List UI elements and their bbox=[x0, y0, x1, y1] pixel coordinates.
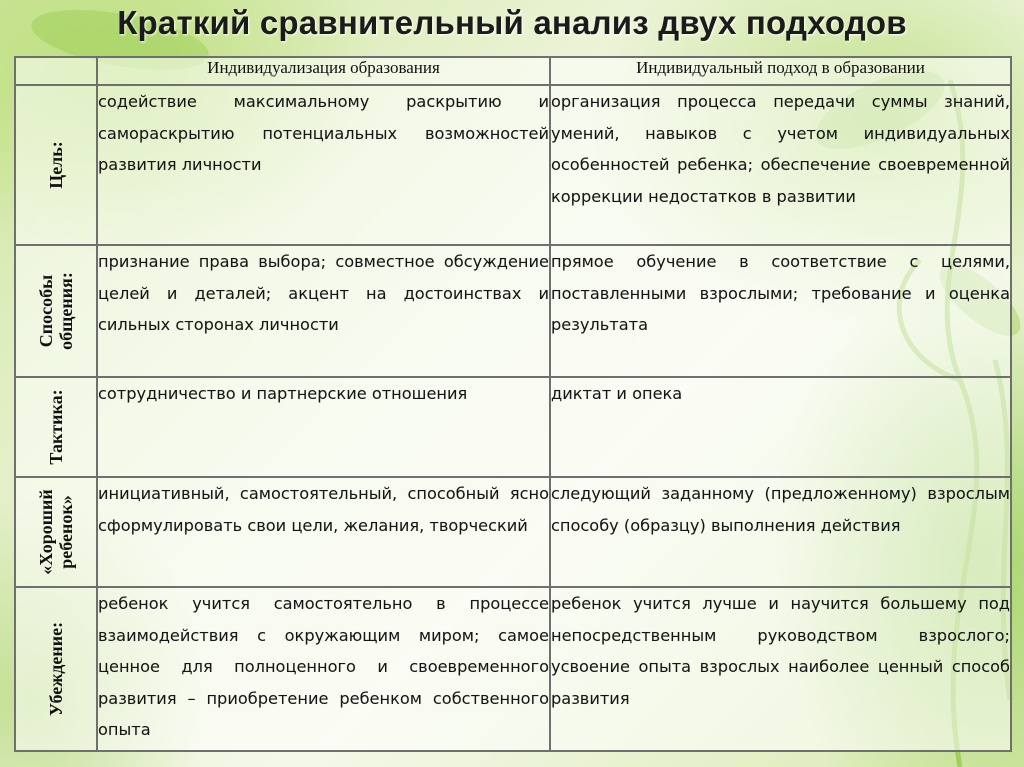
row-label-text: Способы bbox=[36, 274, 56, 348]
table-row bbox=[15, 245, 1011, 377]
row-label-text: общения: bbox=[56, 272, 76, 350]
header-corner bbox=[15, 57, 97, 85]
header-col-individual-approach: Индивидуальный подход в образовании bbox=[550, 57, 1011, 85]
row-label-communication bbox=[15, 245, 97, 377]
table-row bbox=[15, 587, 1011, 751]
cell-individualization: ребенок учится самостоятельно в процессе взаимодействия с окружающим миром; самое ценное для полноценного и своевременного развития – приобретение ребенком собственного опыта bbox=[97, 587, 550, 751]
cell-individual-approach: следующий заданному (предложенному) взрослым способу (образцу) выполнения действия bbox=[550, 477, 1011, 587]
header-col-individualization: Индивидуализация образования bbox=[97, 57, 550, 85]
cell-individualization: содействие максимальному раскрытию и самораскрытию потенциальных возможностей развития личности bbox=[97, 85, 550, 245]
cell-individual-approach: прямое обучение в соответствие с целями, поставленными взрослыми; требование и оценка результата bbox=[550, 245, 1011, 377]
row-label-belief bbox=[15, 587, 97, 751]
row-label-goal bbox=[15, 85, 97, 245]
table-row bbox=[15, 85, 1011, 245]
cell-individualization: сотрудничество и партнерские отношения bbox=[97, 377, 550, 477]
cell-individualization: инициативный, самостоятельный, способный ясно сформулировать свои цели, желания, творческий bbox=[97, 477, 550, 587]
table-row bbox=[15, 477, 1011, 587]
row-label-text: Тактика: bbox=[46, 389, 66, 465]
row-label-good-child bbox=[15, 477, 97, 587]
row-label-text: Цель: bbox=[46, 141, 66, 189]
cell-individual-approach: организация процесса передачи суммы знаний, умений, навыков с учетом индивидуальных особенностей ребенка; обеспечение своевременной коррекции недостатков в развитии bbox=[550, 85, 1011, 245]
table-header-row bbox=[15, 57, 1011, 85]
page-title: Краткий сравнительный анализ двух подходов bbox=[117, 4, 907, 41]
comparison-table bbox=[14, 56, 1012, 752]
row-label-text: «Хороший bbox=[36, 489, 56, 575]
row-label-tactics bbox=[15, 377, 97, 477]
cell-individual-approach: ребенок учится лучше и научится большему под непосредственным руководством взрослого; усвоение опыта взрослых наиболее ценный способ развития bbox=[550, 587, 1011, 751]
table-row bbox=[15, 377, 1011, 477]
row-label-text: Убеждение: bbox=[46, 621, 66, 717]
cell-individualization: признание права выбора; совместное обсуждение целей и деталей; акцент на достоинствах и сильных сторонах личности bbox=[97, 245, 550, 377]
row-label-text: ребенок» bbox=[56, 495, 76, 569]
cell-individual-approach: диктат и опека bbox=[550, 377, 1011, 477]
